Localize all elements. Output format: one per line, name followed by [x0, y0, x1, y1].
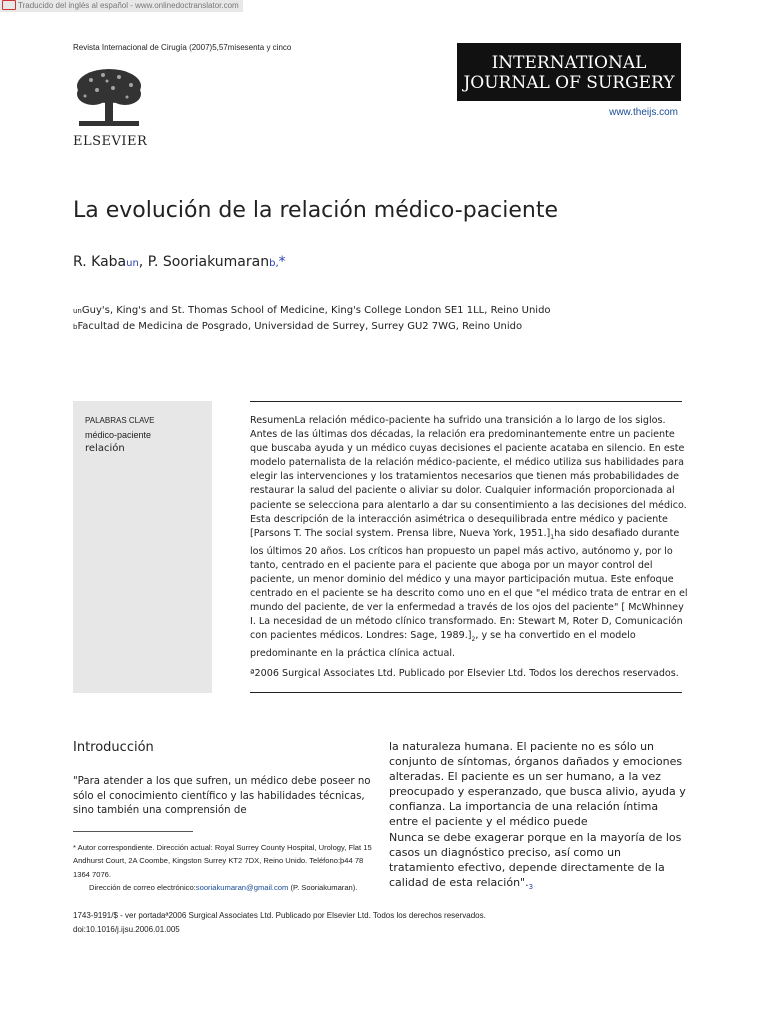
journal-banner — [457, 43, 681, 101]
email-tail: (P. Sooriakumaran). — [288, 883, 358, 893]
keyword-1: médico-paciente — [85, 430, 152, 440]
corresponding-author-link[interactable]: * — [278, 254, 286, 270]
corresponding-author-footnote — [73, 841, 373, 895]
footnote-text: * Autor correspondiente. Dirección actual: Royal Surrey County Hospital, Urology, Flat 15 Andhurst Court, 2A Coombe, Kingston Surrey KT2 7DX, Reino Unido. Teléfono:þ44 78 1364 7076. — [73, 843, 372, 879]
footnote-rule — [73, 831, 193, 832]
affiliation-1-text: Guy's, King's and St. Thomas School of Medicine, King's College London SE1 1LL, Reino Unido — [81, 305, 551, 316]
banner-line-1: INTERNATIONAL — [491, 53, 647, 73]
email-label: Dirección de correo electrónico: — [89, 883, 196, 893]
author-separator: , — [138, 254, 148, 270]
reference-2-link[interactable]: 2 — [471, 636, 476, 644]
abstract-top-rule — [250, 401, 682, 402]
author-2: P. Sooriakumaran — [147, 254, 270, 270]
abstract-part-3: , y se ha convertido en el modelo predominante en la práctica clínica actual. — [250, 630, 636, 660]
doi-line: doi:10.1016/j.ijsu.2006.01.005 — [73, 924, 180, 934]
translate-icon — [2, 0, 16, 10]
author-1-affiliation-mark[interactable]: un — [126, 258, 139, 269]
issn-line: 1743-9191/$ - ver portadaª2006 Surgical Associates Ltd. Publicado por Elsevier Ltd. Todos los derechos reservados. — [73, 911, 486, 920]
abstract-part-2: ha sido desafiado durante los últimos 20 años. Los críticos han propuesto un papel más activo, autónomo y, por lo tanto, centrado en el paciente para el paciente que aboga por un mayor control del paciente, un menor dominio del médico y una mayor participación mutua. Este enfoque centrado en el paciente se ha descrito como uno en el que "el médico trata de entrar en el mundo del paciente, de ver la enfermedad a través de los ojos del paciente" [ McWhinney I. La necesidad de un método clínico transformado. En: Stewart M, Roter D, Comunicación con pacientes médicos. Londres: Sage, 1989.] — [250, 527, 688, 642]
intro-right-column — [389, 739, 689, 895]
affiliation-2 — [73, 321, 522, 332]
journal-reference: Revista Internacional de Cirugía (2007)5,57misesenta y cinco — [73, 43, 292, 52]
translator-bar-text: Traducido del inglés al español - www.onlinedoctranslator.com — [18, 1, 239, 10]
elsevier-wordmark: ELSEVIER — [73, 134, 148, 149]
abstract-copyright: ª2006 Surgical Associates Ltd. Publicado por Elsevier Ltd. Todos los derechos reservados. — [250, 668, 679, 679]
affiliation-2-mark: b — [73, 323, 78, 331]
abstract-text — [250, 414, 688, 661]
author-email-link[interactable]: sooriakumaran@gmail.com — [195, 883, 289, 893]
issn-doi-block — [73, 909, 486, 936]
journal-url-link[interactable]: www.theijs.com — [609, 107, 678, 118]
affiliation-2-text: Facultad de Medicina de Posgrado, Universidad de Surrey, Surrey GU2 7WG, Reino Unido — [77, 321, 523, 332]
keyword-2: relación — [85, 443, 125, 454]
abstract-part-1: ResumenLa relación médico-paciente ha sufrido una transición a lo largo de los siglos. Antes de las últimas dos décadas, la relación era predominantemente entre un paciente que buscaba ayuda y un médico cuyas decisiones el paciente acataba en silencio. En este modelo paternalista de la relación médico-paciente, el médico utiliza sus habilidades para elegir las intervenciones y los tratamientos necesarios que tienen más probabilidades de restaurar la salud del paciente o aliviar su dolor. Cualquier información proporcionada al paciente se selecciona para alentarlo a dar su consentimiento a las decisiones del médico. Esta descripción de la interacción asimétrica o desequilibrada entre médico y paciente [Parsons T. The social system. Prensa libre, Nueva York, 1951.] — [250, 415, 687, 539]
translator-bar[interactable] — [0, 0, 243, 12]
author-list — [73, 254, 286, 270]
article-title: La evolución de la relación médico-paciente — [73, 198, 559, 223]
author-1: R. Kaba — [73, 254, 127, 270]
abstract-bottom-rule — [250, 692, 682, 693]
intro-left-column: "Para atender a los que sufren, un médico debe poseer no sólo el conocimiento científico y las habilidades técnicas, sino también una comprensión de — [73, 776, 371, 817]
section-heading-introduction: Introducción — [73, 740, 154, 755]
reference-1-link[interactable]: 1 — [550, 533, 555, 541]
intro-right-para-1: la naturaleza humana. El paciente no es sólo un conjunto de síntomas, órganos dañados y emociones alteradas. El paciente es un ser humano, a la vez preocupado y esperanzado, que busca alivio, ayuda y confianza. La importancia de una relación íntima entre el paciente y el médico puede — [389, 740, 686, 829]
affiliation-1 — [73, 305, 551, 316]
banner-line-2: JOURNAL OF SURGERY — [463, 73, 675, 93]
author-2-affiliation-mark[interactable]: b, — [269, 258, 279, 269]
keywords-heading: PALABRAS CLAVE — [85, 416, 155, 425]
elsevier-logo — [73, 66, 148, 149]
intro-right-para-2: Nunca se debe exagerar porque en la mayoría de los casos un diagnóstico preciso, así como un tratamiento efectivo, depende directamente de la calidad de esta relación". — [389, 830, 682, 889]
reference-3-link[interactable]: 3 — [528, 883, 534, 892]
affiliation-1-mark: un — [73, 307, 82, 315]
elsevier-tree-icon — [73, 66, 145, 130]
